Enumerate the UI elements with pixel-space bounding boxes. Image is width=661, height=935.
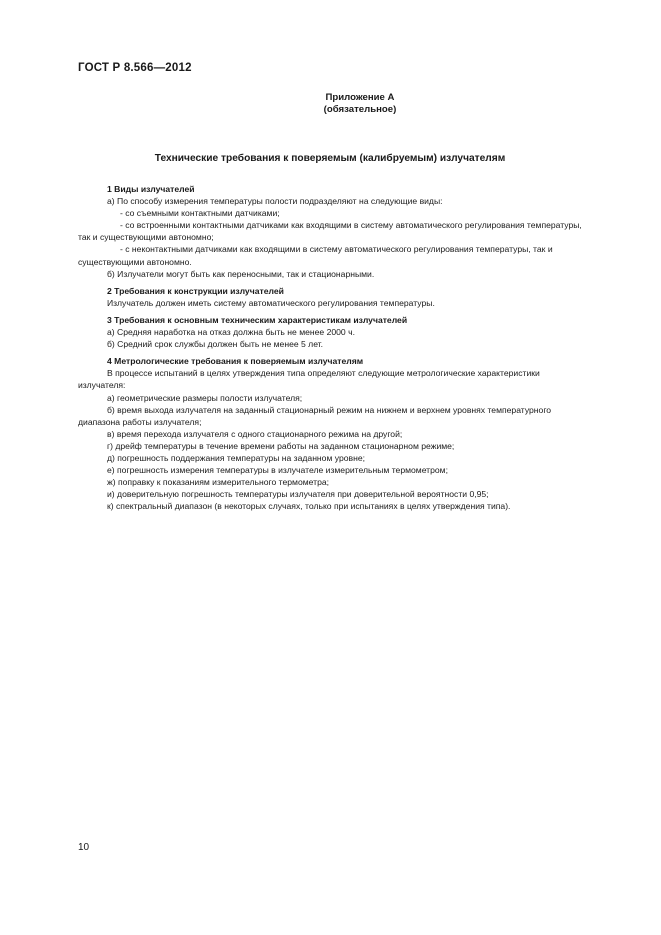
list-item: е) погрешность измерения температуры в излучателе измерительным термометром;: [107, 465, 448, 476]
annex-status: (обязательное): [323, 104, 397, 115]
section-heading: 4 Метрологические требования к поверяемым излучателям: [107, 356, 364, 367]
list-item: г) дрейф температуры в течение времени работы на заданном стационарном режиме;: [107, 440, 455, 451]
section-heading: 3 Требования к основным техническим характеристикам излучателей: [107, 314, 408, 325]
section-heading: 2 Требования к конструкции излучателей: [107, 285, 284, 296]
dash-item: - со встроенными контактными датчиками как входящими в систему автоматического регулирования температуры, так и существующими автономно;: [78, 220, 582, 243]
section-heading: 1 Виды излучателей: [107, 184, 195, 194]
list-item: б) Средний срок службы должен быть не менее 5 лет.: [107, 339, 324, 350]
list-item: в) время перехода излучателя с одного стационарного режима на другой;: [107, 428, 403, 439]
dash-item: - со съемными контактными датчиками;: [120, 208, 280, 219]
document-title: Технические требования к поверяемым (калибруемым) излучателям: [154, 153, 506, 164]
list-item: к) спектральный диапазон (в некоторых случаях, только при испытаниях в целях утверждения типа).: [107, 501, 511, 512]
list-item: а) геометрические размеры полости излучателя;: [107, 392, 303, 403]
annex-block: [300, 92, 420, 116]
list-item: ж) поправку к показаниям измерительного термометра;: [107, 477, 330, 488]
document-body: [78, 183, 588, 512]
standard-header: ГОСТ Р 8.566—2012: [78, 62, 192, 74]
list-item: д) погрешность поддержания температуры на заданном уровне;: [107, 452, 365, 463]
list-item: а) По способу измерения температуры полости подразделяют на следующие виды:: [107, 196, 443, 207]
page-number: 10: [78, 842, 90, 853]
list-item: б) время выхода излучателя на заданный стационарный режим на нижнем и верхнем уровнях температурного диапазона работы излучателя;: [78, 404, 552, 427]
paragraph: Излучатель должен иметь систему автоматического регулирования температуры.: [107, 297, 435, 308]
list-item: и) доверительную погрешность температуры излучателя при доверительной вероятности 0,95;: [107, 489, 489, 500]
list-item: б) Излучатели могут быть как переносными, так и стационарными.: [107, 268, 375, 279]
dash-item: - с неконтактными датчиками как входящими в систему автоматического регулирования температуры, так и существующими автономно.: [78, 244, 553, 267]
annex-title: Приложение А: [325, 92, 395, 103]
paragraph: В процессе испытаний в целях утверждения типа определяют следующие метрологические характеристики излучателя:: [78, 368, 540, 391]
list-item: а) Средняя наработка на отказ должна быть не менее 2000 ч.: [107, 327, 355, 338]
